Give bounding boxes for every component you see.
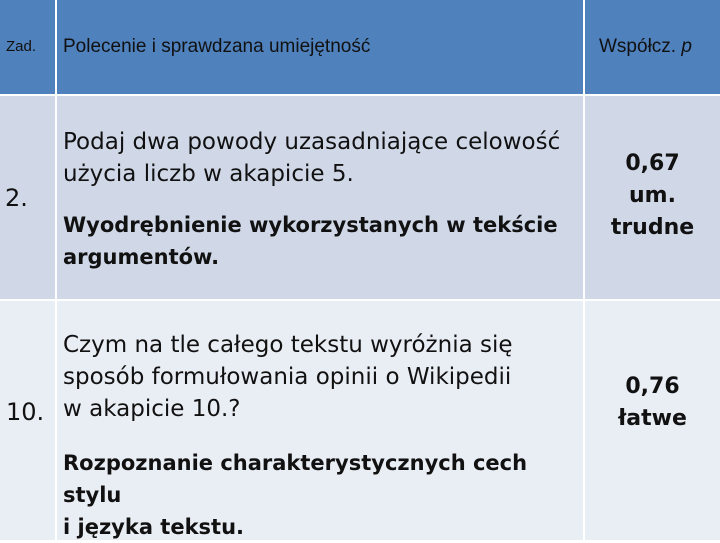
task-skill: Rozpoznanie charakterystycznych cech stylu i języka tekstu. bbox=[63, 451, 528, 539]
task-number: 2. bbox=[5, 184, 28, 212]
header-coefficient-text: Współcz. bbox=[599, 36, 677, 57]
table-row-1-coefficient-cell bbox=[585, 96, 720, 299]
task-question: Czym na tle całego tekstu wyróżnia się sposób formułowania opinii o Wikipedii w akapicie 10.? bbox=[63, 332, 513, 422]
header-coefficient-symbol: p bbox=[681, 36, 692, 57]
header-coefficient-label bbox=[599, 36, 692, 58]
header-coefficient-cell bbox=[585, 0, 720, 94]
header-command-label: Polecenie i sprawdzana umiejętność bbox=[63, 36, 371, 57]
table-row-2-task-cell bbox=[0, 301, 55, 540]
task-coefficient: 0,76 łatwe bbox=[618, 374, 687, 431]
table-row-1-command-cell bbox=[57, 96, 583, 299]
task-skill: Wyodrębnienie wykorzystanych w tekście argumentów. bbox=[63, 213, 558, 269]
header-task-label: Zad. bbox=[6, 38, 37, 55]
table-row-2-coefficient-cell bbox=[585, 301, 720, 540]
task-number: 10. bbox=[6, 398, 45, 426]
header-command-cell bbox=[57, 0, 583, 94]
table-row-1-task-cell bbox=[0, 96, 55, 299]
task-coefficient: 0,67 um. trudne bbox=[610, 151, 695, 240]
header-task-cell bbox=[0, 0, 55, 94]
task-question: Podaj dwa powody uzasadniające celowość użycia liczb w akapicie 5. bbox=[63, 129, 561, 187]
table-row-2-command-cell bbox=[57, 301, 583, 540]
